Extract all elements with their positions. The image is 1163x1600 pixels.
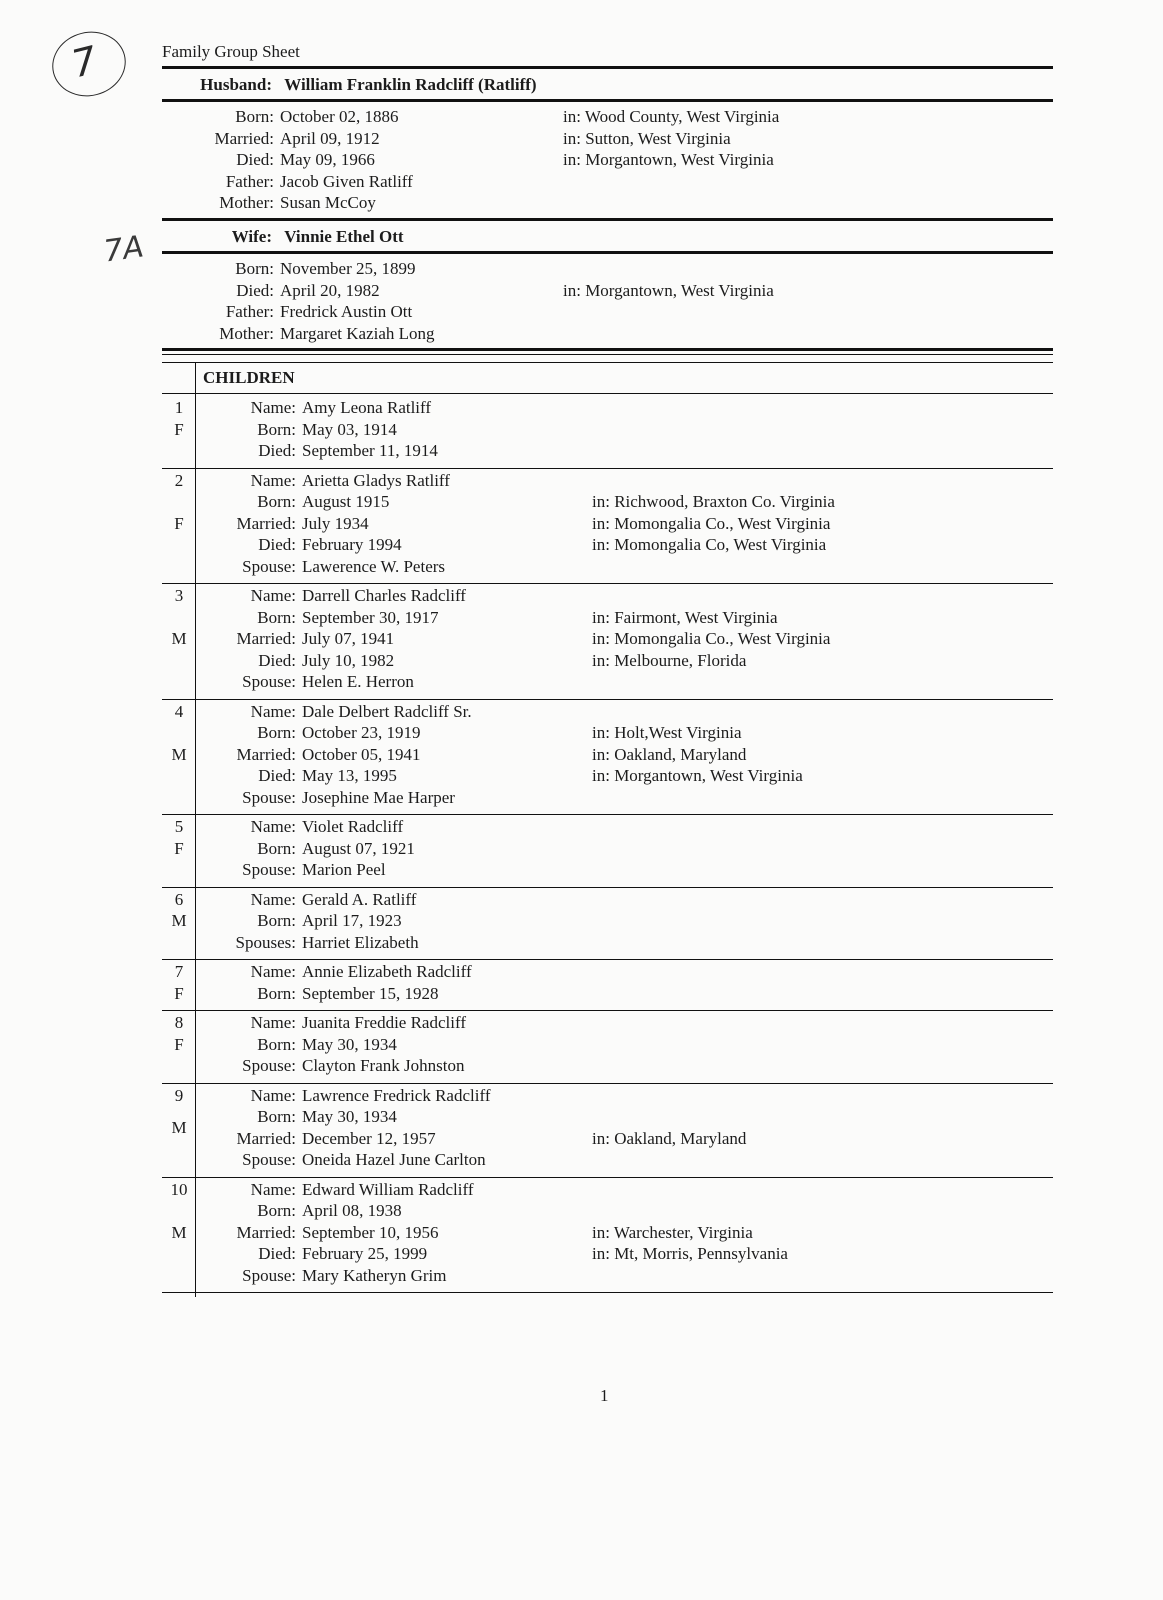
fact-line <box>200 1012 466 1034</box>
fact-label: Died: <box>236 280 274 300</box>
rule-children-double-2 <box>162 354 1053 355</box>
child-number: 3 <box>174 586 184 605</box>
fact-label: Name: <box>250 1179 296 1199</box>
fact-place: in: Warchester, Virginia <box>592 1222 753 1242</box>
fact-value: September 15, 1928 <box>302 983 439 1003</box>
fact-label: Married: <box>236 1128 296 1148</box>
fact-label: Married: <box>236 1222 296 1242</box>
fact-label: Born: <box>257 983 296 1003</box>
fact-value: Josephine Mae Harper <box>302 787 455 807</box>
child-number: 7 <box>174 962 184 981</box>
child-sex: F <box>174 419 184 439</box>
fact-line <box>200 607 438 629</box>
fact-value: September 30, 1917 <box>302 607 439 627</box>
fact-line <box>200 470 450 492</box>
fact-line <box>200 1243 427 1265</box>
fact-value: July 07, 1941 <box>302 629 395 648</box>
fact-label: Spouse: <box>242 860 296 879</box>
fact-line <box>190 149 375 171</box>
fact-label: Died: <box>258 441 296 460</box>
fact-value: October 02, 1886 <box>280 107 399 126</box>
fact-line <box>200 910 402 932</box>
fact-value: Dale Delbert Radcliff Sr. <box>302 701 472 721</box>
fact-label: Spouse: <box>242 1150 296 1169</box>
fact-line <box>200 1106 397 1128</box>
fact-value: Helen E. Herron <box>302 672 414 691</box>
child-sex: F <box>174 1034 184 1054</box>
fact-label: Born: <box>235 259 274 278</box>
fact-label: Born: <box>257 911 296 930</box>
child-sex: F <box>174 983 184 1003</box>
fact-value: July 10, 1982 <box>302 650 395 670</box>
fact-place: in: Mt, Morris, Pennsylvania <box>592 1244 788 1263</box>
fact-label: Name: <box>250 470 296 490</box>
child-number: 2 <box>174 470 184 490</box>
fact-label: Born: <box>235 107 274 126</box>
fact-label: Born: <box>257 607 296 627</box>
children-heading: CHILDREN <box>203 368 295 387</box>
fact-place: in: Wood County, West Virginia <box>563 107 780 126</box>
fact-line <box>200 859 386 881</box>
rule-wife-bottom <box>162 251 1053 254</box>
fact-label: Married: <box>236 629 296 648</box>
fact-label: Married: <box>236 744 296 764</box>
fact-value: September 10, 1956 <box>302 1222 439 1242</box>
fact-line <box>190 323 435 345</box>
fact-label: Father: <box>225 171 274 191</box>
fact-value: May 03, 1914 <box>302 419 397 439</box>
fact-label: Spouse: <box>242 1265 296 1285</box>
fact-line <box>200 1085 491 1107</box>
fact-place: in: Melbourne, Florida <box>592 650 747 670</box>
circled-number-text: 7 <box>67 37 102 87</box>
fact-label: Name: <box>250 1013 296 1032</box>
fact-value: Oneida Hazel June Carlton <box>302 1150 486 1169</box>
fact-place: in: Morgantown, West Virginia <box>563 150 774 169</box>
fact-line <box>200 585 466 607</box>
fact-line <box>190 106 399 128</box>
fact-label: Name: <box>250 398 296 417</box>
husband-heading-name: William Franklin Radcliff (Ratliff) <box>284 75 537 94</box>
fact-line <box>200 765 397 787</box>
fact-value: Marion Peel <box>302 860 386 879</box>
fact-label: Spouse: <box>242 787 296 807</box>
fact-line <box>190 171 413 193</box>
circled-number-annotation <box>45 24 132 104</box>
fact-label: Born: <box>257 838 296 858</box>
fact-label: Died: <box>258 766 296 785</box>
fact-line <box>200 440 438 462</box>
fact-label: Died: <box>236 150 274 169</box>
fact-line <box>200 397 431 419</box>
fact-value: April 20, 1982 <box>280 280 380 300</box>
fact-line <box>200 491 389 513</box>
fact-value: Lawrence Fredrick Radcliff <box>302 1085 491 1105</box>
child-number: 10 <box>170 1179 188 1199</box>
fact-label: Born: <box>257 492 296 511</box>
fact-label: Mother: <box>219 323 274 343</box>
fact-line <box>200 650 394 672</box>
rule-husband-bottom <box>162 99 1053 102</box>
fact-line <box>200 1128 436 1150</box>
child-row-divider <box>162 1292 1053 1293</box>
fact-line <box>200 1034 397 1056</box>
fact-place: in: Morgantown, West Virginia <box>563 280 774 300</box>
fact-line <box>200 1149 486 1171</box>
rule-children-double-1 <box>162 348 1053 351</box>
child-sex: M <box>171 629 187 648</box>
fact-line <box>200 838 415 860</box>
fact-line <box>200 534 402 556</box>
fact-label: Born: <box>257 1201 296 1220</box>
fact-line <box>200 556 445 578</box>
fact-value: Clayton Frank Johnston <box>302 1056 465 1075</box>
fact-value: May 09, 1966 <box>280 150 375 169</box>
fact-label: Name: <box>250 962 296 981</box>
wife-heading-name: Vinnie Ethel Ott <box>284 227 404 246</box>
fact-label: Name: <box>250 889 296 909</box>
fact-label: Born: <box>257 1034 296 1054</box>
rule-wife-top <box>162 218 1053 221</box>
fact-value: February 1994 <box>302 535 402 554</box>
fact-label: Spouse: <box>242 672 296 691</box>
fact-value: September 11, 1914 <box>302 441 438 460</box>
fact-line <box>200 1265 446 1287</box>
fact-label: Died: <box>258 535 296 554</box>
fact-label: Married: <box>214 128 274 148</box>
fact-line <box>200 722 421 744</box>
fact-line <box>200 419 397 441</box>
child-sex: M <box>171 911 187 930</box>
fact-label: Father: <box>225 302 274 321</box>
fact-line <box>200 744 421 766</box>
rule-children-heading-top <box>162 362 1053 363</box>
fact-place: in: Oakland, Maryland <box>592 1128 747 1148</box>
fact-value: Jacob Given Ratliff <box>280 171 413 191</box>
fact-line <box>200 889 416 911</box>
fact-line <box>200 628 394 650</box>
fact-line <box>200 671 414 693</box>
fact-value: Edward William Radcliff <box>302 1179 474 1199</box>
fact-label: Name: <box>250 1085 296 1105</box>
fact-line <box>190 128 380 150</box>
fact-value: Violet Radcliff <box>302 817 404 836</box>
fact-value: Juanita Freddie Radcliff <box>302 1013 466 1032</box>
wife-heading <box>162 227 404 247</box>
fact-value: August 07, 1921 <box>302 838 415 858</box>
fact-value: April 09, 1912 <box>280 128 380 148</box>
sheet-title: Family Group Sheet <box>162 42 300 61</box>
fact-line <box>200 787 455 809</box>
fact-value: Annie Elizabeth Radcliff <box>302 962 472 981</box>
fact-place: in: Momongalia Co, West Virginia <box>592 535 827 554</box>
rule-husband-top <box>162 66 1053 69</box>
fact-line <box>200 932 419 954</box>
fact-label: Born: <box>257 419 296 439</box>
fact-place: in: Momongalia Co., West Virginia <box>592 513 831 533</box>
fact-value: Lawerence W. Peters <box>302 556 446 576</box>
fact-value: Gerald A. Ratliff <box>302 889 417 909</box>
fact-place: in: Richwood, Braxton Co. Virginia <box>592 492 835 511</box>
fact-value: November 25, 1899 <box>280 259 416 278</box>
fact-line <box>200 983 438 1005</box>
fact-value: Mary Katheryn Grim <box>302 1265 447 1285</box>
fact-label: Born: <box>257 723 296 742</box>
fact-place: in: Momongalia Co., West Virginia <box>592 629 831 648</box>
fact-line <box>190 192 376 214</box>
fact-line <box>200 961 472 983</box>
child-number: 1 <box>174 398 184 417</box>
fact-place: in: Holt,West Virginia <box>592 723 742 742</box>
fact-value: February 25, 1999 <box>302 1244 428 1263</box>
fact-label: Mother: <box>219 193 274 212</box>
fact-label: Died: <box>258 650 296 670</box>
fact-line <box>200 1179 473 1201</box>
fact-line <box>200 1222 438 1244</box>
wife-heading-label: Wife: <box>231 227 272 246</box>
fact-label: Born: <box>257 1107 296 1126</box>
rule-children-heading-bottom <box>162 393 1053 394</box>
child-sex: M <box>171 1117 187 1137</box>
fact-line <box>190 280 380 302</box>
fact-line <box>200 1055 464 1077</box>
fact-value: July 1934 <box>302 513 369 533</box>
fact-line <box>200 701 472 723</box>
fact-label: Name: <box>250 817 296 836</box>
child-sex: F <box>174 838 184 858</box>
fact-value: Amy Leona Ratliff <box>302 398 432 417</box>
fact-label: Died: <box>258 1244 296 1263</box>
child-number: 4 <box>174 701 184 721</box>
fact-value: May 13, 1995 <box>302 766 397 785</box>
fact-value: April 08, 1938 <box>302 1201 402 1220</box>
fact-value: Fredrick Austin Ott <box>280 302 413 321</box>
child-number: 5 <box>174 817 184 836</box>
fact-label: Spouse: <box>242 1056 296 1075</box>
fact-label: Married: <box>236 513 296 533</box>
fact-value: August 1915 <box>302 492 390 511</box>
child-number: 9 <box>174 1085 184 1105</box>
fact-value: Susan McCoy <box>280 193 376 212</box>
fact-label: Name: <box>250 586 296 605</box>
fact-value: May 30, 1934 <box>302 1034 397 1054</box>
fact-place: in: Morgantown, West Virginia <box>592 766 803 785</box>
fact-value: May 30, 1934 <box>302 1107 397 1126</box>
fact-value: October 23, 1919 <box>302 723 421 742</box>
child-sex: M <box>171 744 187 764</box>
fact-place: in: Oakland, Maryland <box>592 744 747 764</box>
fact-line <box>190 258 416 280</box>
husband-heading <box>162 75 537 95</box>
child-number: 8 <box>174 1013 184 1032</box>
margin-note-annotation: 7A <box>101 229 146 270</box>
fact-value: Margaret Kaziah Long <box>280 323 435 343</box>
fact-label: Name: <box>250 701 296 721</box>
child-sex: F <box>174 513 184 533</box>
fact-value: Harriet Elizabeth <box>302 932 419 952</box>
fact-label: Spouse: <box>242 556 296 576</box>
fact-value: April 17, 1923 <box>302 911 402 930</box>
fact-place: in: Sutton, West Virginia <box>563 128 731 148</box>
child-sex: M <box>171 1222 187 1242</box>
fact-value: Arietta Gladys Ratliff <box>302 470 450 490</box>
page-number: 1 <box>600 1386 609 1405</box>
fact-value: December 12, 1957 <box>302 1128 436 1148</box>
child-number: 6 <box>174 889 184 909</box>
fact-place: in: Fairmont, West Virginia <box>592 607 778 627</box>
fact-line <box>200 816 403 838</box>
fact-line <box>200 1200 402 1222</box>
fact-label: Spouses: <box>235 932 296 952</box>
fact-value: Darrell Charles Radcliff <box>302 586 466 605</box>
fact-line <box>200 513 369 535</box>
husband-heading-label: Husband: <box>200 75 272 94</box>
fact-value: October 05, 1941 <box>302 744 421 764</box>
fact-line <box>190 301 412 323</box>
